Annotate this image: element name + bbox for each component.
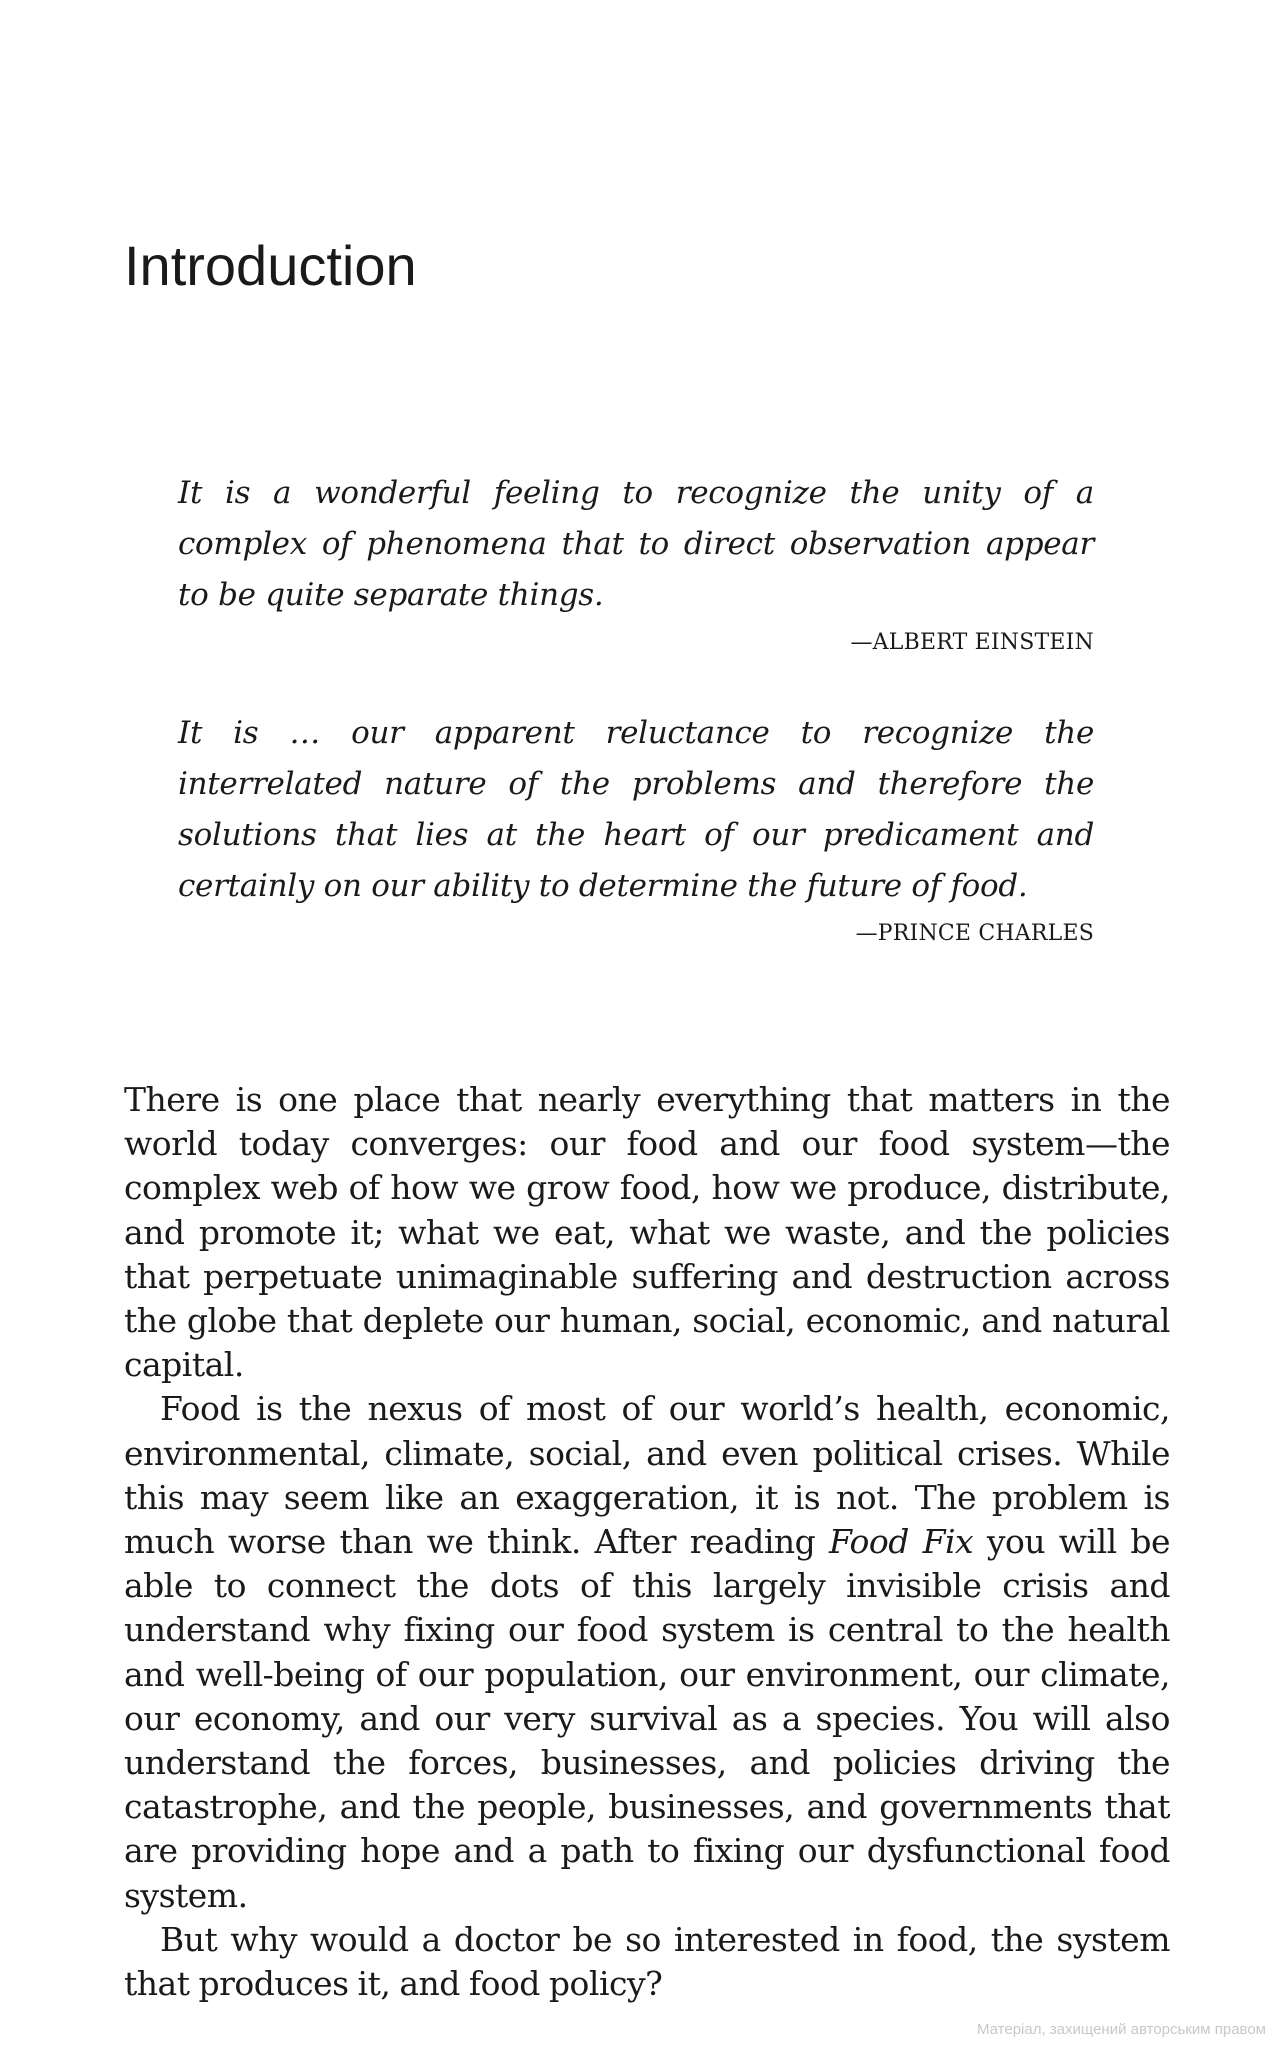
epigraph-einstein xyxy=(178,468,1094,659)
book-title: Food Fix xyxy=(828,1522,974,1562)
copyright-watermark: Матеріал, захищений авторським правом xyxy=(976,2021,1266,2038)
epigraph-prince-charles xyxy=(178,708,1094,950)
paragraph-2-text-start: Food is the nexus of most of our world’s health, economic, environmental, climate, social, and even political crises. While this may seem like an exaggeration, it is not. The problem is much worse than we think. After reading xyxy=(124,1389,1170,1562)
paragraph-1: There is one place that nearly everything that matters in the world today converges: our food and our food system—the complex web of how we grow food, how we produce, distribute, and promote it; what we eat, what we waste, and the policies that perpetuate unimaginable suffering and destruction across the globe that deplete our human, social, economic, and natural capital. xyxy=(124,1080,1170,1385)
epigraph-quote: It is … our apparent reluctance to recognize the interrelated nature of the problems and therefore the solutions that lies at the heart of our predicament and certainly on our ability to determine the future of food. xyxy=(178,715,1094,904)
epigraph-attribution: —ALBERT EINSTEIN xyxy=(850,630,1094,655)
paragraph-2-text-end: you will be able to connect the dots of this largely invisible crisis and understand why fixing our food system is central to the health and well-being of our population, our environment, our climate, our economy, and our very survival as a species. You will also understand the forces, businesses, and policies driving the catastrophe, and the people, businesses, and governments that are providing hope and a path to fixing our dysfunctional food system. xyxy=(124,1522,1171,1915)
epigraph-quote: It is a wonderful feeling to recognize the unity of a complex of phenomena that to direct observation appear to be quite separate things. xyxy=(178,475,1094,613)
chapter-title: Introduction xyxy=(124,234,417,297)
body-text xyxy=(124,1078,1170,2006)
paragraph-2 xyxy=(124,1387,1170,1917)
epigraph-attribution: —PRINCE CHARLES xyxy=(855,921,1094,946)
paragraph-3: But why would a doctor be so interested in food, the system that produces it, and food policy? xyxy=(124,1919,1170,2004)
